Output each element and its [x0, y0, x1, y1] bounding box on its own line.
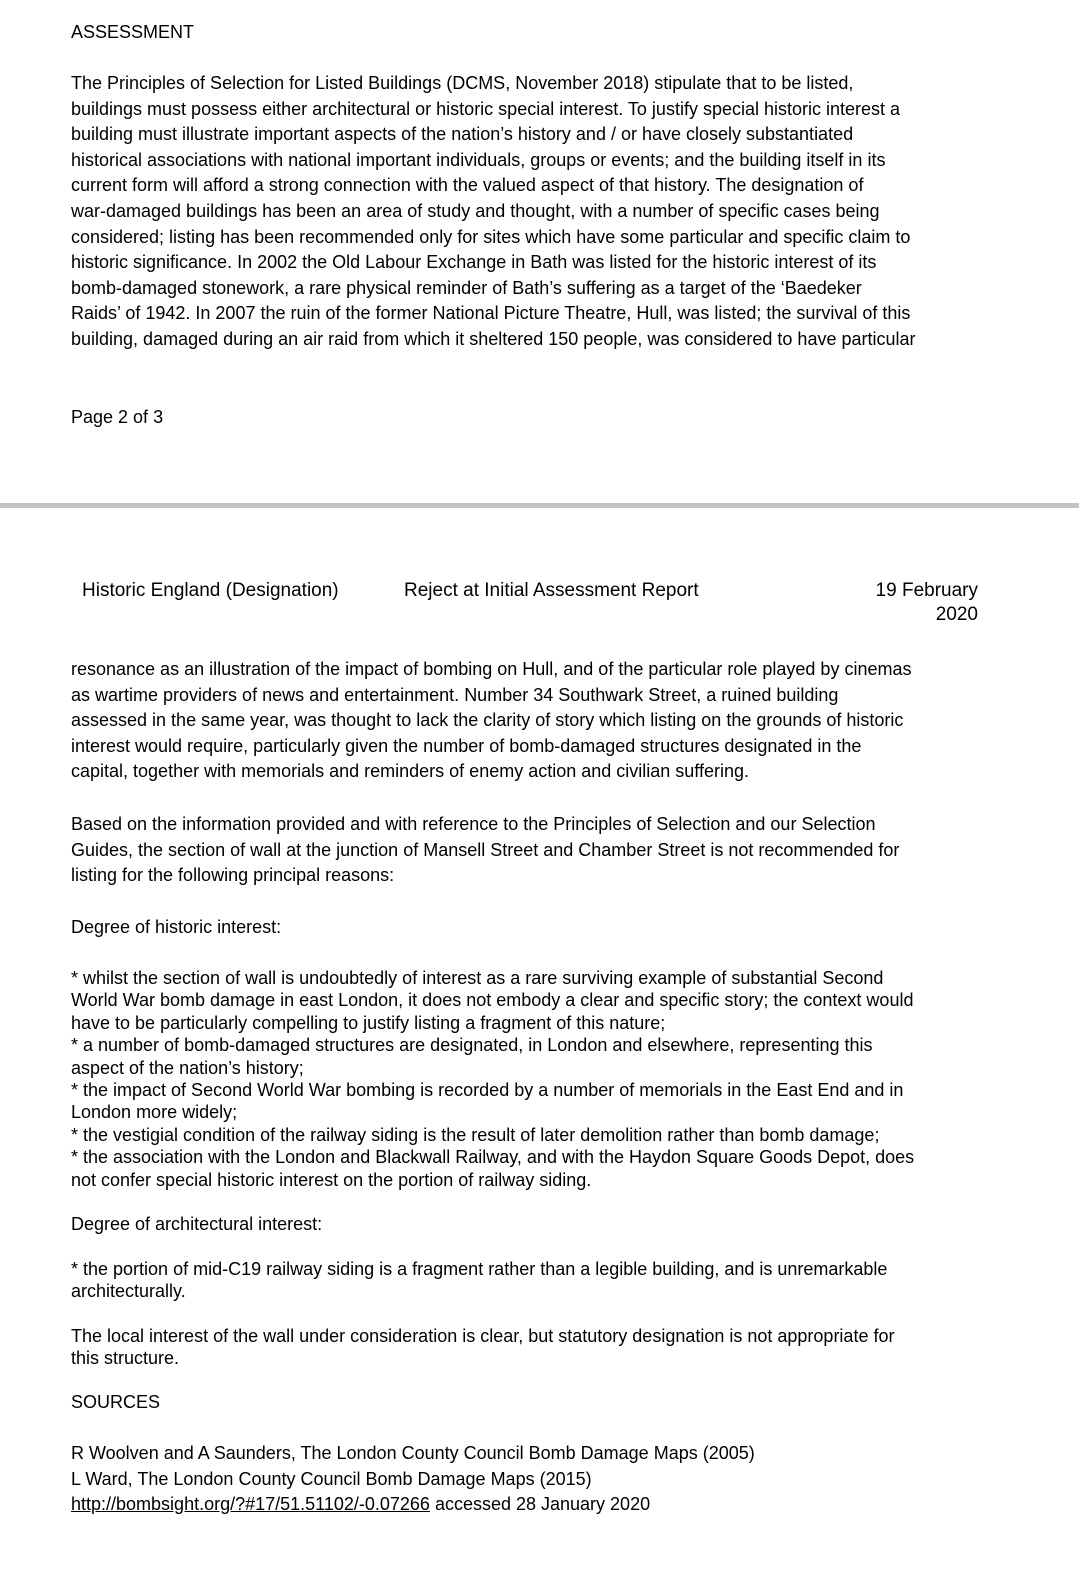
- sources-list: [71, 1441, 996, 1518]
- continuation-paragraph: [71, 657, 996, 785]
- text-line: this structure.: [71, 1348, 180, 1369]
- text-line: as wartime providers of news and entertainment. Number 34 Southwark Street, a ruined building: [71, 684, 839, 705]
- bullet-line: have to be particularly compelling to justify listing a fragment of this nature;: [71, 1012, 666, 1033]
- text-line: building, damaged during an air raid from which it sheltered 150 people, was considered to have particular: [71, 328, 916, 349]
- text-line: interest would require, particularly given the number of bomb-damaged structures designated in the: [71, 735, 862, 756]
- conclusion-paragraph: [71, 1325, 996, 1370]
- header-organisation: Historic England (Designation): [82, 580, 339, 601]
- header-report-type: Reject at Initial Assessment Report: [404, 580, 699, 601]
- historic-interest-heading: Degree of historic interest:: [71, 917, 282, 937]
- bullet-line: architecturally.: [71, 1281, 186, 1302]
- text-line: Raids’ of 1942. In 2007 the ruin of the former National Picture Theatre, Hull, was listed; the survival of this: [71, 303, 911, 324]
- text-line: The local interest of the wall under consideration is clear, but statutory designation is not appropriate for: [71, 1326, 895, 1346]
- source-item: L Ward, The London County Council Bomb Damage Maps (2015): [71, 1468, 592, 1489]
- bullet-line: * a number of bomb-damaged structures are designated, in London and elsewhere, representing this: [71, 1035, 873, 1056]
- text-line: Guides, the section of wall at the junction of Mansell Street and Chamber Street is not recommended for: [71, 839, 900, 860]
- text-line: current form will afford a strong connection with the valued aspect of that history. The designation of: [71, 175, 864, 196]
- text-line: historical associations with national important individuals, groups or events; and the building itself in its: [71, 149, 886, 170]
- text-line: considered; listing has been recommended only for sites which have some particular and specific claim to: [71, 226, 911, 247]
- bullet-line: * whilst the section of wall is undoubtedly of interest as a rare surviving example of substantial Second: [71, 968, 884, 988]
- source-item: R Woolven and A Saunders, The London County Council Bomb Damage Maps (2005): [71, 1443, 755, 1463]
- bombsight-link[interactable]: http://bombsight.org/?#17/51.51102/-0.07266: [71, 1494, 430, 1515]
- text-line: resonance as an illustration of the impact of bombing on Hull, and of the particular role played by cinemas: [71, 659, 912, 679]
- sources-heading: SOURCES: [71, 1392, 161, 1412]
- bullet-line: * the portion of mid-C19 railway siding is a fragment rather than a legible building, and is unremarkable: [71, 1259, 888, 1279]
- text-line: capital, together with memorials and reminders of enemy action and civilian suffering.: [71, 761, 750, 782]
- bullet-line: World War bomb damage in east London, it does not embody a clear and specific story; the context would: [71, 990, 914, 1011]
- source-item-link: [71, 1492, 996, 1518]
- architectural-interest-heading: Degree of architectural interest:: [71, 1214, 323, 1234]
- text-line: Based on the information provided and with reference to the Principles of Selection and our Selection: [71, 814, 876, 834]
- page-separator: [0, 503, 1079, 508]
- assessment-paragraph: [71, 71, 996, 353]
- text-line: bomb-damaged stonework, a rare physical reminder of Bath’s suffering as a target of the ‘Baedeker: [71, 277, 862, 298]
- text-line: buildings must possess either architectural or historic special interest. To justify special historic interest a: [71, 98, 901, 119]
- bullet-line: * the association with the London and Blackwall Railway, and with the Haydon Square Goods Depot, does: [71, 1147, 915, 1168]
- text-line: war-damaged buildings has been an area of study and thought, with a number of specific cases being: [71, 200, 880, 221]
- bullet-line: London more widely;: [71, 1102, 238, 1123]
- text-line: The Principles of Selection for Listed Buildings (DCMS, November 2018) stipulate that to be listed,: [71, 73, 854, 93]
- section-heading-assessment: ASSESSMENT: [71, 22, 195, 42]
- header-date-line2: 2020: [935, 604, 978, 625]
- bullet-line: aspect of the nation’s history;: [71, 1057, 304, 1078]
- text-line: building must illustrate important aspects of the nation’s history and / or have closely substantiated: [71, 124, 854, 145]
- header-date-line1: 19 February: [875, 580, 978, 601]
- text-line: listing for the following principal reasons:: [71, 865, 395, 886]
- bullet-line: not confer special historic interest on the portion of railway siding.: [71, 1169, 592, 1190]
- architectural-interest-bullets: [71, 1258, 996, 1303]
- bullet-line: * the vestigial condition of the railway siding is the result of later demolition rather than bomb damage;: [71, 1124, 880, 1145]
- header-date: [838, 579, 978, 627]
- text-line: assessed in the same year, was thought to lack the clarity of story which listing on the grounds of historic: [71, 710, 904, 731]
- page-number-footer: Page 2 of 3: [71, 407, 164, 427]
- bullet-line: * the impact of Second World War bombing is recorded by a number of memorials in the East End and in: [71, 1080, 904, 1101]
- recommendation-paragraph: [71, 812, 996, 889]
- source-accessed-date: accessed 28 January 2020: [429, 1494, 651, 1515]
- historic-interest-bullets: [71, 967, 996, 1191]
- text-line: historic significance. In 2002 the Old Labour Exchange in Bath was listed for the historic interest of its: [71, 252, 877, 273]
